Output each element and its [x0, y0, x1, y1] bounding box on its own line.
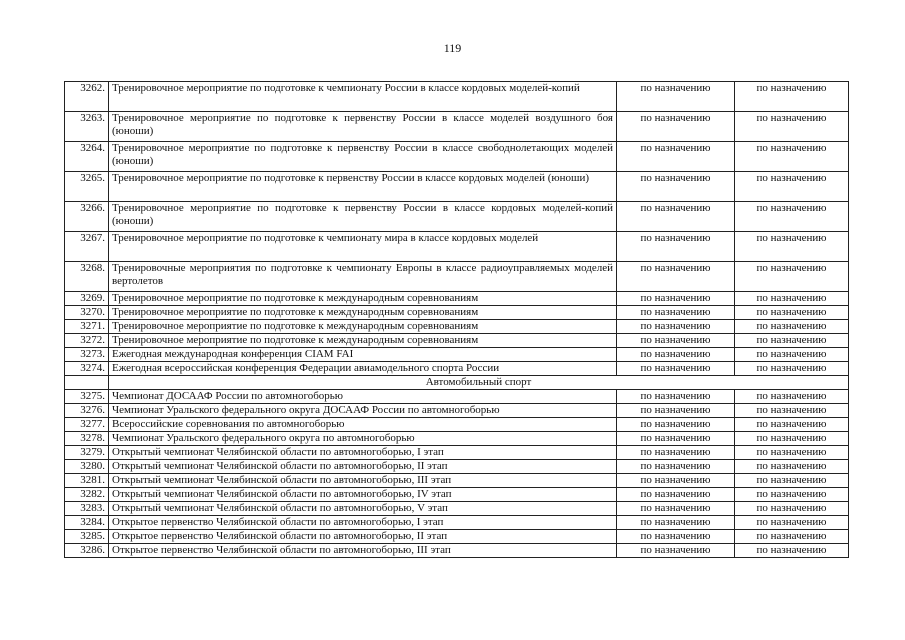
event-duration: по назначению [617, 320, 735, 334]
event-name: Открытый чемпионат Челябинской области по автомногоборью, II этап [109, 460, 617, 474]
table-row [65, 516, 849, 530]
table-row [65, 488, 849, 502]
event-period: по назначению [735, 82, 849, 112]
table-row [65, 474, 849, 488]
event-name: Всероссийские соревнования по автомногоборью [109, 418, 617, 432]
table-row [65, 404, 849, 418]
event-period: по назначению [735, 334, 849, 348]
event-name: Тренировочные мероприятия по подготовке к чемпионату Европы в классе радиоуправляемых моделей вертолетов [109, 262, 617, 292]
table-row [65, 334, 849, 348]
table-row [65, 502, 849, 516]
row-number: 3273. [65, 348, 109, 362]
row-number: 3267. [65, 232, 109, 262]
event-duration: по назначению [617, 172, 735, 202]
event-period: по назначению [735, 390, 849, 404]
table-row [65, 306, 849, 320]
row-number: 3262. [65, 82, 109, 112]
table-row [65, 348, 849, 362]
event-name: Ежегодная всероссийская конференция Федерации авиамодельного спорта России [109, 362, 617, 376]
event-period: по назначению [735, 348, 849, 362]
row-number: 3271. [65, 320, 109, 334]
event-period: по назначению [735, 404, 849, 418]
event-period: по назначению [735, 362, 849, 376]
row-number: 3265. [65, 172, 109, 202]
event-duration: по назначению [617, 516, 735, 530]
event-period: по назначению [735, 202, 849, 232]
table-row [65, 432, 849, 446]
event-duration: по назначению [617, 446, 735, 460]
event-period: по назначению [735, 488, 849, 502]
event-name: Тренировочное мероприятие по подготовке к чемпионату мира в классе кордовых моделей [109, 232, 617, 262]
event-duration: по назначению [617, 362, 735, 376]
event-period: по назначению [735, 530, 849, 544]
event-duration: по назначению [617, 262, 735, 292]
event-duration: по назначению [617, 142, 735, 172]
row-number: 3275. [65, 390, 109, 404]
table-row [65, 292, 849, 306]
event-period: по назначению [735, 232, 849, 262]
row-number: 3281. [65, 474, 109, 488]
event-duration: по назначению [617, 232, 735, 262]
table-row [65, 544, 849, 558]
table-row [65, 320, 849, 334]
section-title: Автомобильный спорт [109, 376, 849, 390]
event-duration: по назначению [617, 418, 735, 432]
event-period: по назначению [735, 172, 849, 202]
event-name: Тренировочное мероприятие по подготовке к первенству России в классе кордовых моделей (юноши) [109, 172, 617, 202]
events-table-body [65, 82, 849, 558]
event-name: Чемпионат ДОСААФ России по автомногоборью [109, 390, 617, 404]
row-number: 3270. [65, 306, 109, 320]
event-name: Ежегодная международная конференция CIAM FAI [109, 348, 617, 362]
events-table [64, 81, 849, 558]
event-period: по назначению [735, 460, 849, 474]
event-period: по назначению [735, 544, 849, 558]
event-period: по назначению [735, 446, 849, 460]
table-row [65, 172, 849, 202]
event-name: Тренировочное мероприятие по подготовке к международным соревнованиям [109, 306, 617, 320]
row-number: 3286. [65, 544, 109, 558]
table-row [65, 82, 849, 112]
event-name: Открытое первенство Челябинской области по автомногоборью, III этап [109, 544, 617, 558]
event-name: Тренировочное мероприятие по подготовке к первенству России в классе моделей воздушного боя (юноши) [109, 112, 617, 142]
table-row [65, 390, 849, 404]
event-duration: по назначению [617, 292, 735, 306]
event-duration: по назначению [617, 348, 735, 362]
event-name: Чемпионат Уральского федерального округа по автомногоборью [109, 432, 617, 446]
event-name: Чемпионат Уральского федерального округа ДОСААФ России по автомногоборью [109, 404, 617, 418]
event-period: по назначению [735, 292, 849, 306]
row-number: 3283. [65, 502, 109, 516]
event-name: Открытое первенство Челябинской области по автомногоборью, II этап [109, 530, 617, 544]
event-duration: по назначению [617, 502, 735, 516]
event-name: Тренировочное мероприятие по подготовке к первенству России в классе кордовых моделей-копий (юноши) [109, 202, 617, 232]
row-number: 3282. [65, 488, 109, 502]
event-name: Тренировочное мероприятие по подготовке к первенству России в классе свободнолетающих моделей (юноши) [109, 142, 617, 172]
event-period: по назначению [735, 474, 849, 488]
event-duration: по назначению [617, 82, 735, 112]
event-period: по назначению [735, 432, 849, 446]
event-duration: по назначению [617, 306, 735, 320]
table-row [65, 418, 849, 432]
event-name: Открытый чемпионат Челябинской области по автомногоборью, III этап [109, 474, 617, 488]
section-number-cell [65, 376, 109, 390]
row-number: 3268. [65, 262, 109, 292]
row-number: 3279. [65, 446, 109, 460]
event-duration: по назначению [617, 544, 735, 558]
event-period: по назначению [735, 142, 849, 172]
table-row [65, 112, 849, 142]
event-name: Тренировочное мероприятие по подготовке к международным соревнованиям [109, 334, 617, 348]
table-row [65, 232, 849, 262]
event-name: Открытый чемпионат Челябинской области по автомногоборью, V этап [109, 502, 617, 516]
row-number: 3285. [65, 530, 109, 544]
event-duration: по назначению [617, 112, 735, 142]
event-duration: по назначению [617, 202, 735, 232]
event-period: по назначению [735, 306, 849, 320]
event-period: по назначению [735, 112, 849, 142]
row-number: 3263. [65, 112, 109, 142]
row-number: 3274. [65, 362, 109, 376]
table-row [65, 262, 849, 292]
event-duration: по назначению [617, 530, 735, 544]
event-name: Открытый чемпионат Челябинской области по автомногоборью, I этап [109, 446, 617, 460]
row-number: 3278. [65, 432, 109, 446]
table-row [65, 460, 849, 474]
table-row [65, 362, 849, 376]
section-row [65, 376, 849, 390]
event-duration: по назначению [617, 334, 735, 348]
event-period: по назначению [735, 502, 849, 516]
row-number: 3264. [65, 142, 109, 172]
event-name: Тренировочное мероприятие по подготовке к чемпионату России в классе кордовых моделей-копий [109, 82, 617, 112]
event-period: по назначению [735, 418, 849, 432]
event-duration: по назначению [617, 460, 735, 474]
event-name: Открытый чемпионат Челябинской области по автомногоборью, IV этап [109, 488, 617, 502]
event-period: по назначению [735, 516, 849, 530]
event-duration: по назначению [617, 432, 735, 446]
table-row [65, 530, 849, 544]
event-name: Открытое первенство Челябинской области по автомногоборью, I этап [109, 516, 617, 530]
event-period: по назначению [735, 262, 849, 292]
row-number: 3266. [65, 202, 109, 232]
event-name: Тренировочное мероприятие по подготовке к международным соревнованиям [109, 320, 617, 334]
row-number: 3276. [65, 404, 109, 418]
page-number: 119 [443, 41, 462, 55]
row-number: 3284. [65, 516, 109, 530]
event-duration: по назначению [617, 390, 735, 404]
row-number: 3277. [65, 418, 109, 432]
row-number: 3269. [65, 292, 109, 306]
event-duration: по назначению [617, 474, 735, 488]
event-duration: по назначению [617, 404, 735, 418]
event-duration: по назначению [617, 488, 735, 502]
row-number: 3272. [65, 334, 109, 348]
table-row [65, 142, 849, 172]
table-row [65, 446, 849, 460]
event-period: по назначению [735, 320, 849, 334]
table-row [65, 202, 849, 232]
row-number: 3280. [65, 460, 109, 474]
event-name: Тренировочное мероприятие по подготовке к международным соревнованиям [109, 292, 617, 306]
